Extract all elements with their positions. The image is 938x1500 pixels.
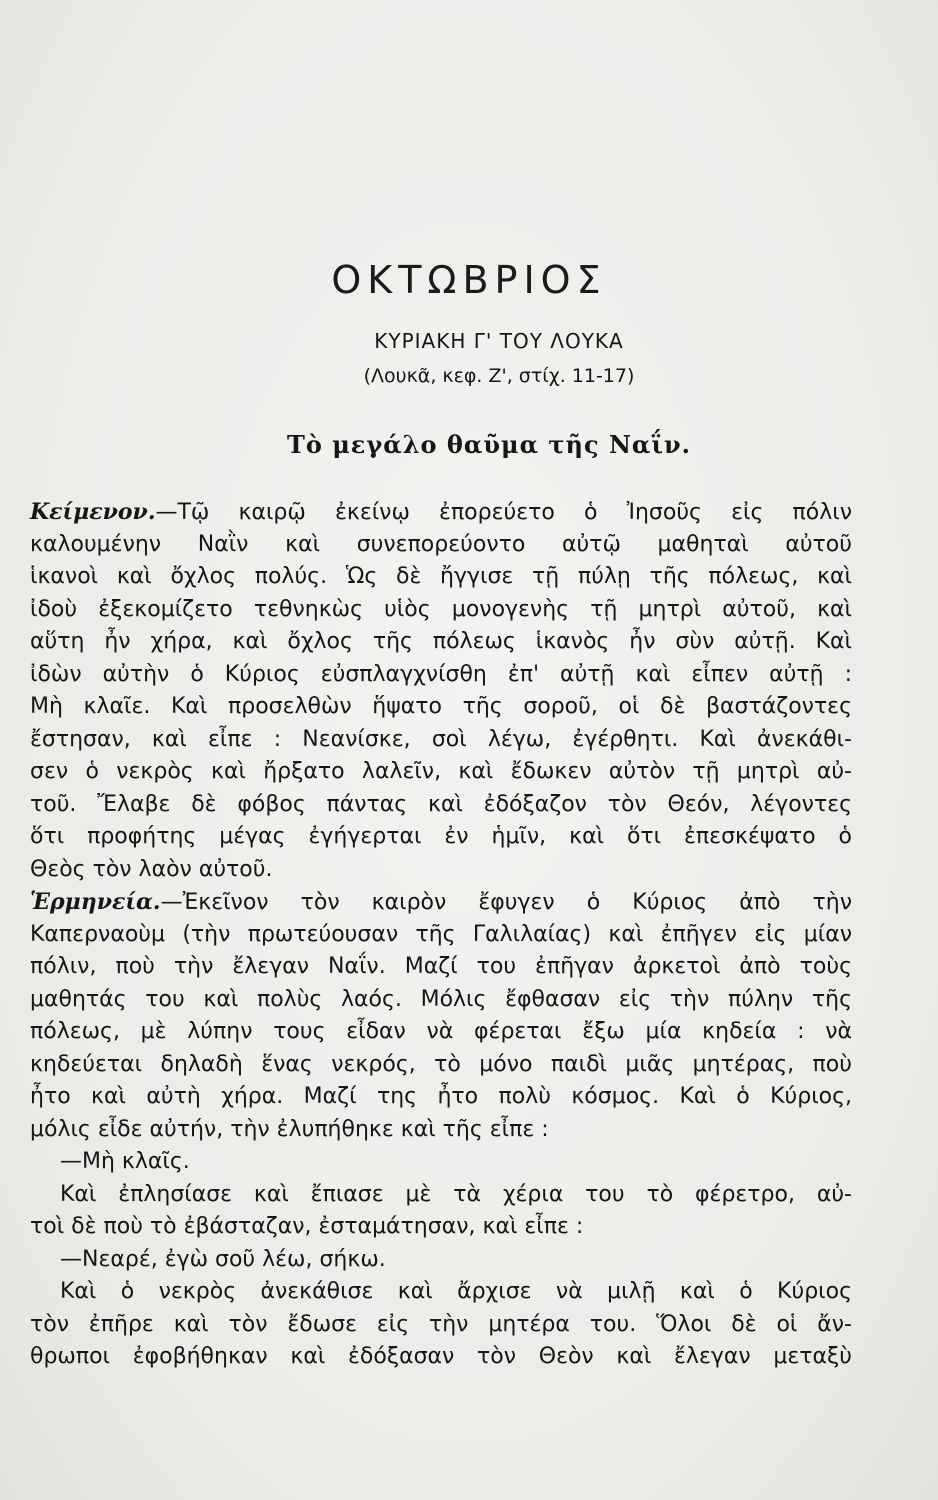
text-line: αὕτη ἦν χήρα, καὶ ὄχλος τῆς πόλεως ἱκανὸς ἦν σὺν αὐτῇ. Καὶ [30,629,852,654]
interpretation-line: πόλεως, μὲ λύπην τους εἶδαν νὰ φέρεται ἔξω μία κηδεία : νὰ [30,1019,852,1044]
text-line: ἱκανοὶ καὶ ὄχλος πολύς. Ὡς δὲ ἤγγισε τῇ πύλῃ τῆς πόλεως, καὶ [30,564,852,589]
scripture-reference: (Λουκᾶ, κεφ. Ζ', στίχ. 11-17) [363,365,635,387]
text-line: ὅτι προφήτης μέγας ἐγήγερται ἐν ἡμῖν, καὶ ὅτι ἐπεσκέψατο ὁ [30,824,852,849]
text-line: ἰδοὺ ἐξεκομίζετο τεθνηκὼς υἱὸς μονογενὴς τῇ μητρὶ αὐτοῦ, καὶ [30,596,852,622]
interpretation-line: θρωποι ἐφοβήθηκαν καὶ ἐδόξασαν τὸν Θεὸν καὶ ἔλεγαν μεταξὺ [30,1344,852,1369]
interpretation-line: μόλις εἶδε αὐτήν, τὴν ἐλυπήθηκε καὶ τῆς εἶπε : [30,1116,549,1142]
text-line: Θεὸς τὸν λαὸν αὐτοῦ. [30,856,273,882]
sermon-title: Τὸ μεγάλο θαῦμα τῆς Ναΐν. [287,430,691,459]
interpretation-line: τοὶ δὲ ποὺ τὸ ἐβάσταζαν, ἐσταμάτησαν, καὶ εἶπε : [30,1214,584,1239]
interpretation-line: κηδεύεται δηλαδὴ ἕνας νεκρός, τὸ μόνο παιδὶ μιᾶς μητέρας, ποὺ [30,1051,852,1077]
interpretation-line: τὸν ἐπῆρε καὶ τὸν ἔδωσε εἰς τὴν μητέρα του. Ὅλοι δὲ οἱ ἄν- [30,1311,852,1337]
text-line: Κείμενον.—Τῷ καιρῷ ἐκείνῳ ἐπορεύετο ὁ Ἰησοῦς εἰς πόλιν [30,499,852,525]
text-line: ἰδὼν αὐτὴν ὁ Κύριος εὐσπλαγχνίσθη ἐπ' αὐτῇ καὶ εἶπεν αὐτῇ : [30,661,852,687]
text-line: σεν ὁ νεκρὸς καὶ ἤρξατο λαλεῖν, καὶ ἔδωκεν αὐτὸν τῇ μητρὶ αὐ- [30,759,852,784]
text-line: καλουμένην Ναῒν καὶ συνεπορεύοντο αὐτῷ μαθηταὶ αὐτοῦ [30,531,852,557]
month-heading: ΟΚΤΩΒΡΙΟΣ [331,258,607,302]
text-label: Κείμενον. [30,499,156,525]
text-line: τοῦ. Ἔλαβε δὲ φόβος πάντας καὶ ἐδόξαζον τὸν Θεόν, λέγοντες [30,791,852,817]
interpretation-line: πόλιν, ποὺ τὴν ἔλεγαν Ναΐν. Μαζί του ἐπῆγαν ἀρκετοὶ ἀπὸ τοὺς [30,954,852,979]
interpretation-line: Καπερναοὺμ (τὴν πρωτεύουσαν τῆς Γαλιλαίας) καὶ ἐπῆγεν εἰς μίαν [30,921,852,947]
interpretation-line: ἦτο καὶ αὐτὴ χήρα. Μαζί της ἦτο πολὺ κόσμος. Καὶ ὁ Κύριος, [30,1084,852,1109]
interpretation-line: —Μὴ κλαῖς. [60,1149,190,1174]
text-line: ἔστησαν, καὶ εἶπε : Νεανίσκε, σοὶ λέγω, ἐγέρθητι. Καὶ ἀνεκάθι- [30,726,852,752]
interpretation-line: Καὶ ὁ νεκρὸς ἀνεκάθισε καὶ ἄρχισε νὰ μιλῇ καὶ ὁ Κύριος [60,1279,852,1304]
interpretation-line: —Νεαρέ, ἐγὼ σοῦ λέω, σήκω. [60,1246,386,1272]
interpretation-line: Ἑρμηνεία.—Ἐκεῖνον τὸν καιρὸν ἔφυγεν ὁ Κύριος ἀπὸ τὴν [30,889,852,915]
sunday-heading: ΚΥΡΙΑΚΗ Γ' ΤΟΥ ΛΟΥΚΑ [374,329,624,353]
interpretation-label: Ἑρμηνεία. [30,889,161,915]
interpretation-line: Καὶ ἐπλησίασε καὶ ἔπιασε μὲ τὰ χέρια του τὸ φέρετρο, αὐ- [60,1181,852,1207]
body-text [30,496,852,1374]
text-line: Μὴ κλαῖε. Καὶ προσελθὼν ἥψατο τῆς σοροῦ, οἱ δὲ βαστάζοντες [30,694,852,719]
interpretation-line: μαθητάς του καὶ πολὺς λαός. Μόλις ἔφθασαν εἰς τὴν πύλην τῆς [30,986,852,1012]
